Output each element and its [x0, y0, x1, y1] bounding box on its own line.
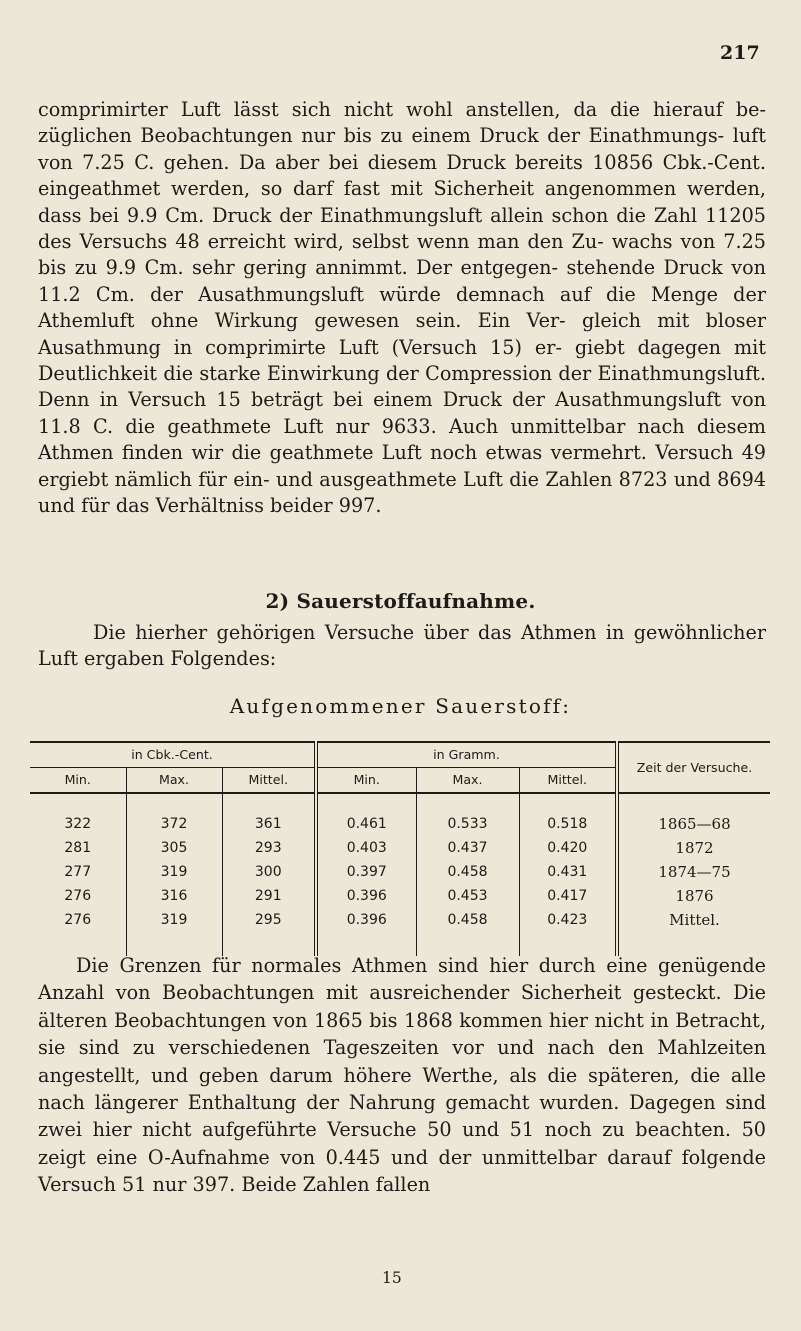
- cell-cbk-max: 319: [126, 860, 222, 884]
- oxygen-intake-table: [30, 741, 770, 956]
- cell-g-max: 0.533: [416, 793, 519, 836]
- header-cbk-min: Min.: [30, 768, 126, 794]
- header-cbk-max: Max.: [126, 768, 222, 794]
- cell-cbk-mittel: 300: [222, 860, 316, 884]
- paragraph-normal-breathing-limits: Die Grenzen für normales Athmen sind hier durch eine genügende Anzahl von Beobachtungen mit ausreichender Sicherheit gesteckt. Die älteren Beobachtungen von 1865 bis 1868 kommen hier nicht in Betracht, sie sind zu verschiedenen Tageszeiten vor und nach den Mahlzeiten angestellt, und geben darum höhere Werthe, als die späteren, die alle nach längerer Enthaltung der Nahrung gemacht wurden. Dagegen sind zwei hier nicht aufgeführte Versuche 50 und 51 noch zu beachten. 50 zeigt eine O-Aufnahme von 0.445 und der unmittelbar darauf folgende Versuch 51 nur 397. Beide Zahlen fallen: [38, 954, 766, 1197]
- cell-zeit: 1872: [617, 836, 770, 860]
- cell-cbk-max: 372: [126, 793, 222, 836]
- cell-cbk-min: 276: [64, 888, 92, 904]
- header-g-min: Min.: [316, 768, 416, 794]
- cell-cbk-mittel: 291: [222, 884, 316, 908]
- header-g-max: Max.: [416, 768, 519, 794]
- cell-cbk-min: 281: [64, 840, 92, 856]
- header-zeit-der-versuche: Zeit der Versuche.: [617, 742, 770, 793]
- header-gramm: in Gramm.: [316, 742, 617, 768]
- header-cbk-mittel: Mittel.: [222, 768, 316, 794]
- cell-g-max: 0.437: [416, 836, 519, 860]
- paragraph-intro-table: Die hierher gehörigen Versuche über das Athmen in gewöhnlicher Luft ergaben Folgendes:: [38, 621, 766, 671]
- cell-g-mittel: 0.431: [519, 860, 617, 884]
- paragraph-compressed-air: comprimirter Luft lässt sich nicht wohl anstellen, da die hierauf be- züglichen Beobachtungen nur bis zu einem Druck der Einathmungs- luft von 7.25 C. gehen. Da aber bei diesem Druck bereits 10856 Cbk.-Cent. eingeathmet werden, so darf fast mit Sicherheit angenommen werden, dass bei 9.9 Cm. Druck der Einathmungsluft allein schon die Zahl 11205 des Versuchs 48 erreicht wird, selbst wenn man den Zu- wachs von 7.25 bis zu 9.9 Cm. sehr gering annimmt. Der entgegen- stehende Druck von 11.2 Cm. der Ausathmungsluft würde demnach auf die Menge der Athemluft ohne Wirkung gewesen sein. Ein Ver- gleich mit bloser Ausathmung in comprimirte Luft (Versuch 15) er- giebt dagegen mit Deutlichkeit die starke Einwirkung der Compression der Einathmungsluft. Denn in Versuch 15 beträgt bei einem Druck der Ausathmungsluft von 11.8 C. die geathmete Luft nur 9633. Auch unmittelbar nach diesem Athmen finden wir die geathmete Luft noch etwas vermehrt. Versuch 49 ergiebt nämlich für ein- und ausgeathmete Luft die Zahlen 8723 und 8694 und für das Verhältniss beider 997.: [38, 98, 766, 518]
- cell-g-min: 0.396: [316, 884, 416, 908]
- cell-cbk-max: 316: [126, 884, 222, 908]
- cell-g-max: 0.453: [416, 884, 519, 908]
- cell-g-mittel: 0.423: [519, 908, 617, 956]
- cell-cbk-max: 319: [126, 908, 222, 956]
- cell-g-min: 0.397: [316, 860, 416, 884]
- cell-cbk-min: 277: [64, 864, 92, 880]
- cell-zeit: 1876: [617, 884, 770, 908]
- table-row: [30, 884, 770, 908]
- page-number: 217: [720, 42, 760, 64]
- cell-g-min: 0.396: [316, 908, 416, 956]
- table-row: [30, 836, 770, 860]
- cell-g-mittel: 0.417: [519, 884, 617, 908]
- table-caption: Aufgenommener Sauerstoff:: [229, 694, 572, 718]
- cell-g-min: 0.403: [316, 836, 416, 860]
- cell-zeit: Mittel.: [617, 908, 770, 956]
- cell-cbk-mittel: 361: [222, 793, 316, 836]
- header-cbk-cent: in Cbk.-Cent.: [30, 742, 316, 768]
- cell-cbk-max: 305: [126, 836, 222, 860]
- cell-g-mittel: 0.518: [519, 793, 617, 836]
- cell-cbk-min: 322: [64, 816, 92, 832]
- section-title: 2) Sauerstoffaufnahme.: [265, 589, 536, 613]
- cell-zeit: 1865—68: [617, 793, 770, 836]
- cell-cbk-mittel: 293: [222, 836, 316, 860]
- cell-cbk-min: 276: [64, 912, 92, 928]
- cell-g-mittel: 0.420: [519, 836, 617, 860]
- cell-g-max: 0.458: [416, 908, 519, 956]
- table-header-row: [30, 742, 770, 768]
- signature-mark: 15: [382, 1269, 402, 1287]
- cell-g-max: 0.458: [416, 860, 519, 884]
- header-g-mittel: Mittel.: [519, 768, 617, 794]
- table-row: [30, 860, 770, 884]
- table-row: [30, 793, 770, 836]
- table-row-average: [30, 908, 770, 956]
- cell-g-min: 0.461: [316, 793, 416, 836]
- cell-cbk-mittel: 295: [222, 908, 316, 956]
- cell-zeit: 1874—75: [617, 860, 770, 884]
- data-table: [30, 741, 770, 956]
